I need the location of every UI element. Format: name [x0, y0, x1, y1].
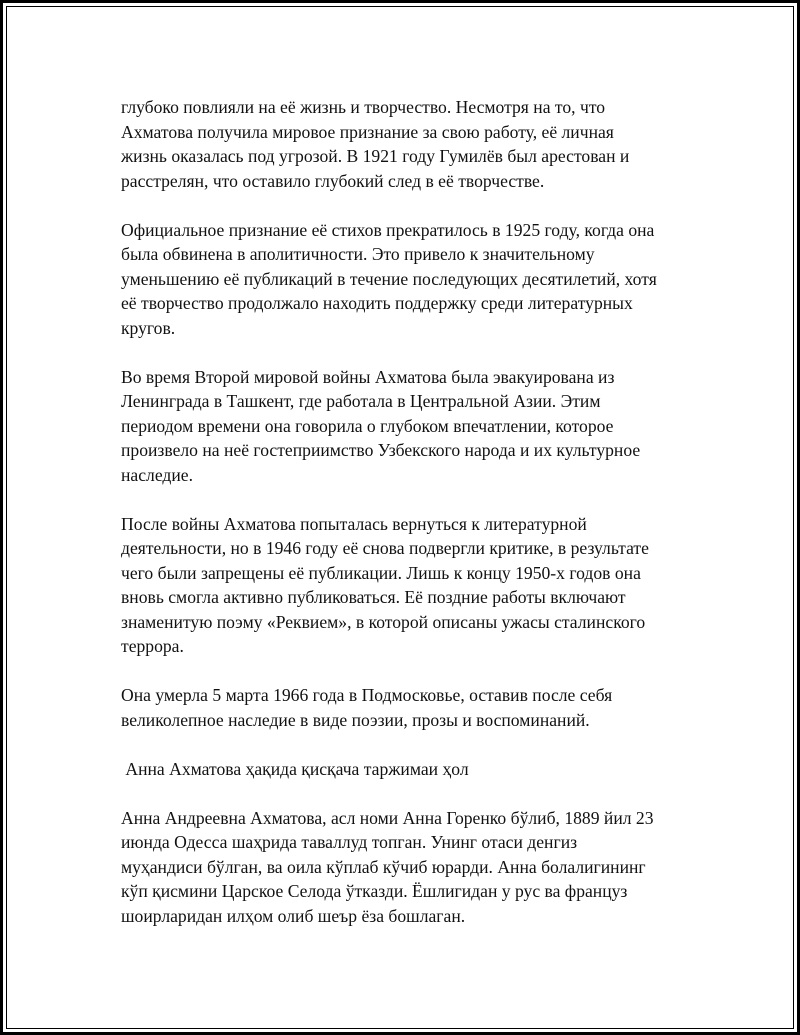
- text-line: После войны Ахматова попыталась вернуться к литературной: [121, 513, 587, 534]
- text-line: деятельности, но в 1946 году её снова подвергли критике, в результате: [121, 538, 649, 558]
- paragraph-official-recognition: [121, 218, 701, 341]
- text-line: великолепное наследие в виде поэзии, прозы и воспоминаний.: [121, 709, 590, 730]
- text-line: Официальное признание её стихов прекратилось в 1925 году, когда она: [121, 219, 655, 240]
- text-line: муҳандиси бўлган, ва оила кўплаб кўчиб юрарди. Анна болалигининг: [121, 856, 646, 877]
- document-body: [121, 95, 701, 953]
- paragraph-uzbek-biography: [121, 806, 701, 929]
- text-line: июнда Одесса шаҳрида таваллуд топган. Унинг отаси денгиз: [121, 832, 578, 852]
- paragraph-death-legacy: [121, 683, 701, 732]
- text-line: чего были запрещены её публикации. Лишь к концу 1950-х годов она: [121, 562, 641, 583]
- text-line: шоирларидан илҳом олиб шеър ёза бошлаган.: [121, 905, 466, 926]
- text-line: знаменитую поэму «Реквием», в которой описаны ужасы сталинского: [121, 611, 646, 632]
- text-line: террора.: [121, 636, 184, 656]
- paragraph-wartime-evacuation: [121, 365, 701, 488]
- text-line: Во время Второй мировой войны Ахматова была эвакуирована из: [121, 366, 615, 387]
- text-line: кўп қисмини Царское Селода ўтказди. Ёшлигидан у рус ва француз: [121, 881, 628, 901]
- text-line: уменьшению её публикаций в течение последующих десятилетий, хотя: [121, 268, 657, 289]
- text-line: расстрелян, что оставило глубокий след в её творчестве.: [121, 170, 545, 191]
- paragraph-postwar-period: [121, 512, 701, 659]
- text-line: периодом времени она говорила о глубоком впечатлении, которое: [121, 415, 614, 436]
- text-line: Она умерла 5 марта 1966 года в Подмосковье, оставив после себя: [121, 685, 613, 705]
- paragraph-biography-continuation: [121, 95, 701, 193]
- text-line: была обвинена в аполитичности. Это привело к значительному: [121, 244, 595, 264]
- text-line: глубоко повлияли на её жизнь и творчество. Несмотря на то, что: [121, 97, 606, 117]
- text-line: наследие.: [121, 464, 193, 485]
- uzbek-section-heading: Анна Ахматова ҳақида қисқача таржимаи ҳол: [121, 758, 469, 779]
- text-line: кругов.: [121, 317, 176, 338]
- text-line: Ахматова получила мировое признание за свою работу, её личная: [121, 121, 614, 142]
- text-line: вновь смогла активно публиковаться. Её поздние работы включают: [121, 587, 626, 607]
- text-line: Анна Андреевна Ахматова, асл номи Анна Горенко бўлиб, 1889 йил 23: [121, 807, 654, 828]
- text-line: жизнь оказалась под угрозой. В 1921 году Гумилёв был арестован и: [121, 146, 630, 166]
- text-line: её творчество продолжало находить поддержку среди литературных: [121, 293, 633, 313]
- text-line: произвело на неё гостеприимство Узбекского народа и их культурное: [121, 440, 641, 460]
- text-line: Ленинграда в Ташкент, где работала в Центральной Азии. Этим: [121, 391, 601, 411]
